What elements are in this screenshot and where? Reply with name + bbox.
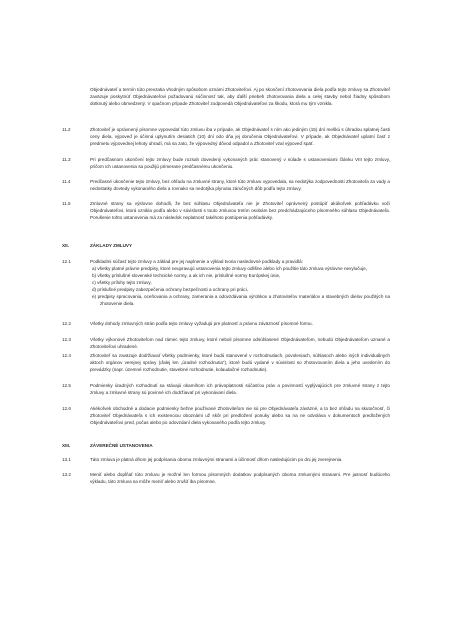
intro-text: Objednávateľ a termín túto prevzatia vhodným spôsobom oznámi Zhotoviteľovi. Aj po skončení zhotovovania diela podľa tejto zmluvy sa Zhotoviteľ zaväzuje poskytnúť Objednávateľovi požadovanú súčinnosť tak, aby ďalší priebeh zhotovovania diela a celej stavby nebol žiadny spôsobom dotknutý alebo obmedzený. V opačnom prípade Zhotoviteľ zodpovedá Objednávateľovi za škodu, ktorá mu tým vznikla. — [90, 87, 390, 106]
paragraph-text: Akékoľvek obchodné a dodacie podmienky bežne používané Zhotoviteľom nie sú pre Objednávateľa záväzné, a to bez ohľadu na skutočnosť, či Zhotoviteľ Objednávateľa s ich existenciou oboznámi už skôr pri predložení ponuky alebo sa na ne odvoláva v dokumentoch predložených Objednávateľovi pred, počas alebo po odovzdaní diela vykonaného podľa tejto zmluvy. — [90, 406, 390, 425]
paragraph-text: Pri predčasnom ukončení tejto zmluvy bude rozsah dovedený vykonaných prác stanovený v súlade s ustanoveniami článku VIII tejto zmluvy, pričom ich ustanovenia sa použijú primerane predčasnému ukončeniu. — [90, 157, 390, 169]
section-title: ZÁKLADY ZMLUVY — [90, 243, 133, 248]
section-number: XIII. — [62, 443, 71, 448]
paragraph-text: Podmienky úradných rozhodnutí sa stávajú okamihom ich právoplatnosti súčasťou práv a povinností vyplývajúcich pre zmluvné strany z tejto zmluvy a zmluvné strany sú povinné ich dodržiavať pri vykonávaní diela. — [90, 383, 390, 395]
paragraph-text: Predčasné ukončenie tejto zmluvy, bez ohľadu na zmluvné strany, ktoré túto zmluvu vypovedala, sa nedotýka zodpovednosti Zhotoviteľa za vady a nedostatky dovtedy vykonaného diela a rovnako sa nedotýka plynutia záručných dôb podľa tejto zmluvy. — [90, 179, 390, 191]
paragraph-text: Zhotoviteľ je oprávnený písomne vypovedať túto zmluvu iba v prípade, ak Objednávateľ s ním ako jediným (15) dní meškú s úhradou splatnej časti ceny diela, výpoveď je účinná uplynutím desiatich (10) dní odo dňa jej doručenia Objednávateľovi. V prípade, ak Objednávateľ uplatní časť z predmetu výpovednej lehoty uhradí, má sa zato, že výpovedný dôvod odpadol a Zhotoviteľ vzal výpoveď späť. — [90, 127, 390, 146]
paragraph-text: Táto zmluva je platná dňom jej podpísania oboma zmluvnými stranami a účinnosť dňom nasledujúcim po dni jej zverejnenia. — [90, 457, 343, 462]
paragraph-text: Všetky dohody zmluvných strán podľa tejto zmluvy vyžadujú pre platnosť a právnu záväznosť písomné formu. — [90, 321, 313, 326]
paragraph-number: 12.4 — [62, 353, 71, 358]
paragraph-number: 12.5 — [62, 383, 71, 388]
paragraph-number: 11.5 — [62, 201, 71, 206]
paragraph-number: 12.6 — [62, 406, 71, 411]
list-item: d) príslušné predpisy zabezpečenia ochrany bezpečnosti a ochrany pri práci, — [92, 287, 249, 292]
paragraph-number: 11.3 — [62, 157, 71, 162]
paragraph-text: Všetky výkonové Zhotoviteľom nad rámec tejto zmluvy, ktoré neboli písomne odsúhlasené Objednávateľom, nebudú Objednávateľom uznané a Zhotoviteľovi uhradené. — [90, 337, 390, 349]
paragraph-lead: Podkladmi súčasť tejto zmluvy a základ pre jej naplnenie a výklad tvoria nasledovné podklady a pravidlá: — [90, 259, 303, 264]
list-item: a) všetky platné právne predpisy, ktoré neupravujú ustanovenia tejto zmluvy odlišne alebo ich použitie táto zmluva výslovne nevylučuje, — [92, 266, 367, 271]
list-item: b) všetky príslušné slovenské technické normy, a ak ich nie, príslušné normy Európskej únie, — [92, 273, 281, 278]
paragraph-number: 12.2 — [62, 321, 71, 326]
list-item: e) predpisy spracovania, oceňovania a ochrany, zamerania a odovzdávania výrobkov a zhotoviteľov materiálov a stavebných dielov použitých na zhotovenie diela. — [92, 294, 390, 306]
paragraph-number: 11.2 — [62, 127, 71, 132]
paragraph-text — [90, 258, 390, 307]
paragraph-number: 13.1 — [62, 457, 71, 462]
section-number: XII. — [62, 243, 69, 248]
paragraph-number: 12.3 — [62, 337, 71, 342]
paragraph-number: 13.2 — [62, 472, 71, 477]
paragraph-text: Zmluvné strany sa výslovne dohodli, že bez súhlasu Objednávateľa nie je Zhotoviteľ oprávnený postúpiť akúkoľvek pohľadávku voči Objednávateľovi, ktorá vznikla podľa alebo v súvislosti s touto zmluvou tretím osobám bez predchádzajúceho písomného súhlasu Objednávateľa. Porušenie tohto ustanovenia má za následok neplatnosť takéhoto postúpenia pohľadávky. — [90, 201, 390, 220]
list-item: c) všetky prílohy tejto zmluvy, — [92, 280, 152, 285]
paragraph-text: Zhotoviteľ sa zaväzuje dodržiavať všetky podmienky, ktoré budú stanovené v rozhodnutiach, povoleniach, súhlasoch alebo iných individuálnych aktoch orgánov verejnej správy (ďalej len „úradné rozhodnutia“), ktoré budú vydané v súvislosti so zhotovovaním diela a jeho uvedením do prevádzky (napr. územné rozhodnutie, stavebné rozhodnutie, kolaudačné rozhodnutie). — [90, 353, 390, 372]
paragraph-text: Meniť alebo dopĺňať túto zmluvu je možné len formou písomných dodatkov podpísaných oboma zmluvnými stranami. Pre jasnosť budúceho výkladu, táto zmluva sa môže meniť alebo zrušiť iba písomne. — [90, 472, 390, 484]
section-title: ZÁVEREČNÉ USTANOVENIA — [90, 443, 153, 448]
paragraph-number: 11.4 — [62, 179, 71, 184]
paragraph-number: 12.1 — [62, 259, 71, 264]
